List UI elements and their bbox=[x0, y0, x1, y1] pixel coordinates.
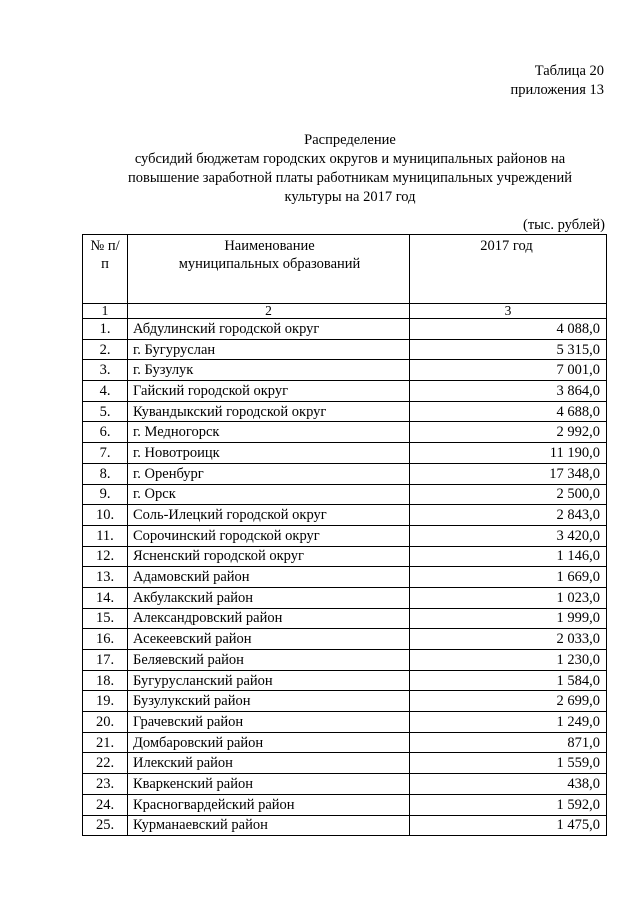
table-row bbox=[83, 319, 607, 340]
row-value: 1 592,0 bbox=[410, 794, 607, 815]
row-value: 871,0 bbox=[410, 732, 607, 753]
row-name: г. Орск bbox=[128, 484, 410, 505]
title-line-3: повышение заработной платы работникам муниципальных учреждений bbox=[128, 170, 572, 186]
row-value: 2 033,0 bbox=[410, 629, 607, 650]
table-row bbox=[83, 401, 607, 422]
row-number: 5. bbox=[83, 401, 128, 422]
row-name: Ясненский городской округ bbox=[128, 546, 410, 567]
row-value: 3 420,0 bbox=[410, 525, 607, 546]
row-number: 21. bbox=[83, 732, 128, 753]
table-row bbox=[83, 650, 607, 671]
row-name: Бугурусланский район bbox=[128, 670, 410, 691]
row-number: 4. bbox=[83, 381, 128, 402]
row-name: Акбулакский район bbox=[128, 587, 410, 608]
row-name: г. Новотроицк bbox=[128, 443, 410, 464]
row-number: 8. bbox=[83, 463, 128, 484]
table-row bbox=[83, 567, 607, 588]
column-number-row bbox=[83, 304, 607, 319]
table-row bbox=[83, 360, 607, 381]
row-value: 2 992,0 bbox=[410, 422, 607, 443]
row-value: 1 146,0 bbox=[410, 546, 607, 567]
row-name: Курманаевский район bbox=[128, 815, 410, 836]
document-title bbox=[70, 131, 630, 207]
row-name: Александровский район bbox=[128, 608, 410, 629]
row-value: 438,0 bbox=[410, 774, 607, 795]
reference-line-2: приложения 13 bbox=[510, 82, 604, 98]
table-row bbox=[83, 422, 607, 443]
row-name: Грачевский район bbox=[128, 712, 410, 733]
table-row bbox=[83, 484, 607, 505]
header-num-label bbox=[86, 237, 124, 273]
row-name: г. Оренбург bbox=[128, 463, 410, 484]
row-number: 16. bbox=[83, 629, 128, 650]
row-name: Илекский район bbox=[128, 753, 410, 774]
header-name-text: Наименование муниципальных образований bbox=[178, 238, 361, 272]
row-value: 3 864,0 bbox=[410, 381, 607, 402]
header-num-text: № п/п bbox=[90, 238, 120, 272]
row-value: 5 315,0 bbox=[410, 339, 607, 360]
row-number: 19. bbox=[83, 691, 128, 712]
row-value: 1 559,0 bbox=[410, 753, 607, 774]
row-value: 7 001,0 bbox=[410, 360, 607, 381]
row-number: 14. bbox=[83, 587, 128, 608]
table-row bbox=[83, 774, 607, 795]
row-number: 23. bbox=[83, 774, 128, 795]
row-name: Соль-Илецкий городской округ bbox=[128, 505, 410, 526]
row-name: Бузулукский район bbox=[128, 691, 410, 712]
row-number: 20. bbox=[83, 712, 128, 733]
row-value: 1 584,0 bbox=[410, 670, 607, 691]
table-row bbox=[83, 381, 607, 402]
row-value: 11 190,0 bbox=[410, 443, 607, 464]
table-row bbox=[83, 443, 607, 464]
reference-line-1: Таблица 20 bbox=[534, 63, 604, 79]
title-line-4: культуры на 2017 год bbox=[284, 189, 416, 205]
row-name: Кувандыкский городской округ bbox=[128, 401, 410, 422]
row-number: 25. bbox=[83, 815, 128, 836]
title-line-2: субсидий бюджетам городских округов и муниципальных районов на bbox=[134, 151, 566, 167]
table-row bbox=[83, 339, 607, 360]
row-name: г. Медногорск bbox=[128, 422, 410, 443]
table-row bbox=[83, 794, 607, 815]
row-value: 4 688,0 bbox=[410, 401, 607, 422]
row-name: г. Бузулук bbox=[128, 360, 410, 381]
row-number: 10. bbox=[83, 505, 128, 526]
row-number: 3. bbox=[83, 360, 128, 381]
row-number: 6. bbox=[83, 422, 128, 443]
row-number: 24. bbox=[83, 794, 128, 815]
row-number: 1. bbox=[83, 319, 128, 340]
row-number: 11. bbox=[83, 525, 128, 546]
title-line-1: Распределение bbox=[304, 132, 396, 148]
row-value: 1 669,0 bbox=[410, 567, 607, 588]
row-number: 12. bbox=[83, 546, 128, 567]
table-row bbox=[83, 525, 607, 546]
row-number: 9. bbox=[83, 484, 128, 505]
row-name: Красногвардейский район bbox=[128, 794, 410, 815]
col-number-2: 2 bbox=[128, 304, 410, 319]
row-value: 2 699,0 bbox=[410, 691, 607, 712]
table-reference bbox=[511, 62, 604, 100]
col-number-1: 1 bbox=[83, 304, 128, 319]
row-number: 2. bbox=[83, 339, 128, 360]
header-year bbox=[410, 235, 607, 304]
table-row bbox=[83, 587, 607, 608]
table-row bbox=[83, 629, 607, 650]
table-row bbox=[83, 753, 607, 774]
table-row bbox=[83, 505, 607, 526]
header-num bbox=[83, 235, 128, 304]
table-row bbox=[83, 732, 607, 753]
table-row bbox=[83, 712, 607, 733]
row-name: г. Бугуруслан bbox=[128, 339, 410, 360]
units-label: (тыс. рублей) bbox=[523, 217, 605, 233]
row-number: 17. bbox=[83, 650, 128, 671]
row-name: Адамовский район bbox=[128, 567, 410, 588]
row-value: 17 348,0 bbox=[410, 463, 607, 484]
row-value: 4 088,0 bbox=[410, 319, 607, 340]
table-row bbox=[83, 608, 607, 629]
row-value: 1 023,0 bbox=[410, 587, 607, 608]
row-name: Кваркенский район bbox=[128, 774, 410, 795]
row-name: Гайский городской округ bbox=[128, 381, 410, 402]
table-row bbox=[83, 546, 607, 567]
header-name bbox=[128, 235, 410, 304]
row-value: 1 999,0 bbox=[410, 608, 607, 629]
row-value: 1 475,0 bbox=[410, 815, 607, 836]
row-value: 2 843,0 bbox=[410, 505, 607, 526]
row-name: Асекеевский район bbox=[128, 629, 410, 650]
table-row bbox=[83, 463, 607, 484]
row-name: Домбаровский район bbox=[128, 732, 410, 753]
row-value: 1 230,0 bbox=[410, 650, 607, 671]
row-value: 1 249,0 bbox=[410, 712, 607, 733]
row-number: 13. bbox=[83, 567, 128, 588]
row-number: 15. bbox=[83, 608, 128, 629]
table-row bbox=[83, 691, 607, 712]
row-number: 18. bbox=[83, 670, 128, 691]
table-header-row bbox=[83, 235, 607, 304]
header-year-text: 2017 год bbox=[480, 238, 533, 254]
subsidy-table bbox=[82, 234, 607, 836]
row-value: 2 500,0 bbox=[410, 484, 607, 505]
table-row bbox=[83, 815, 607, 836]
row-number: 22. bbox=[83, 753, 128, 774]
row-name: Сорочинский городской округ bbox=[128, 525, 410, 546]
header-name-label bbox=[133, 237, 406, 273]
col-number-3: 3 bbox=[410, 304, 607, 319]
row-name: Беляевский район bbox=[128, 650, 410, 671]
row-name: Абдулинский городской округ bbox=[128, 319, 410, 340]
table-row bbox=[83, 670, 607, 691]
row-number: 7. bbox=[83, 443, 128, 464]
